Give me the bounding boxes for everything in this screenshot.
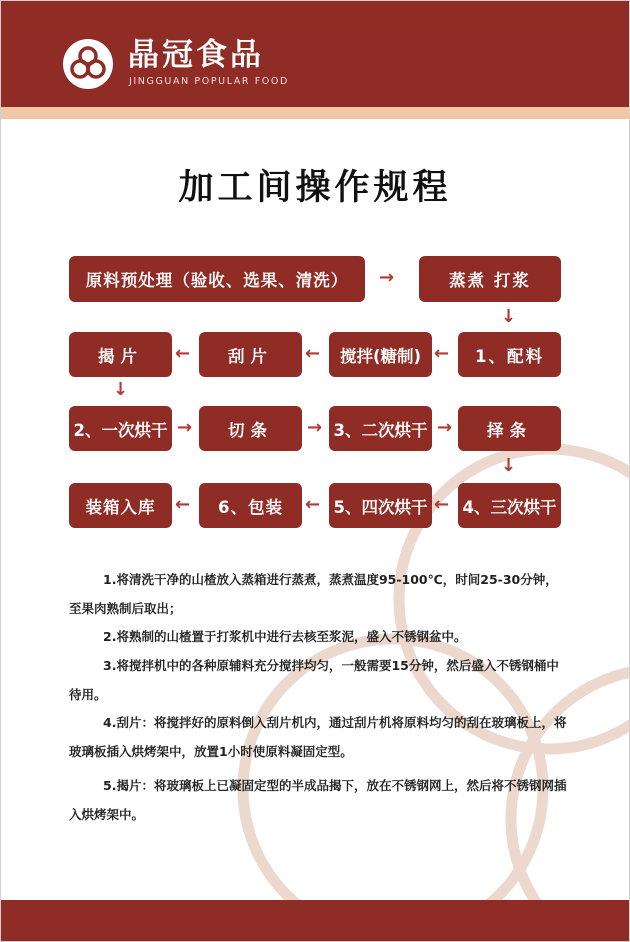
step-first-drying: 2、一次烘干 bbox=[69, 406, 172, 451]
arrow-left-icon: ← bbox=[305, 343, 321, 364]
step-peeling: 揭片 bbox=[69, 332, 172, 377]
arrow-left-icon: ← bbox=[434, 343, 450, 364]
page-title: 加工间操作规程 bbox=[178, 168, 452, 208]
step-second-drying: 3、二次烘干 bbox=[329, 406, 432, 451]
header-accent-band bbox=[1, 107, 629, 119]
step-sorting: 择条 bbox=[458, 406, 561, 451]
brand-english-name: JINGGUAN POPULAR FOOD bbox=[129, 76, 289, 87]
arrow-left-icon: ← bbox=[305, 494, 321, 515]
arrow-left-icon: ← bbox=[175, 343, 191, 364]
step-cutting: 切条 bbox=[199, 406, 302, 451]
arrow-down-icon: ↓ bbox=[113, 379, 129, 400]
brand-name: 晶冠食品 bbox=[128, 37, 264, 73]
arrow-right-icon: → bbox=[379, 267, 395, 288]
step-third-drying: 4、三次烘干 bbox=[458, 483, 561, 528]
three-ring-logo-icon bbox=[61, 37, 115, 91]
step-raw-material-pretreatment: 原料预处理（验收、选果、清洗） bbox=[69, 256, 365, 302]
step-steam-pulp: 蒸煮 打浆 bbox=[419, 256, 561, 302]
note-steaming: 1.将清洗干净的山楂放入蒸箱进行蒸煮，蒸煮温度95-100℃，时间25-30分钟，至果肉熟制后取出； bbox=[69, 572, 558, 616]
step-packaging: 6、包装 bbox=[199, 483, 302, 528]
step-mixing: 搅拌(糖制) bbox=[329, 332, 432, 377]
arrow-right-icon: → bbox=[177, 417, 193, 438]
arrow-right-icon: → bbox=[437, 417, 453, 438]
arrow-right-icon: → bbox=[307, 417, 323, 438]
note-peeling: 5.揭片：将玻璃板上已凝固定型的半成品揭下，放在不锈钢网上，然后将不锈钢网插入烘烤架中。 bbox=[69, 778, 567, 822]
step-fourth-drying: 5、四次烘干 bbox=[329, 483, 432, 528]
arrow-left-icon: ← bbox=[434, 494, 450, 515]
step-ingredients: 1、配料 bbox=[458, 332, 561, 377]
arrow-down-icon: ↓ bbox=[501, 306, 517, 327]
footer-bar bbox=[1, 900, 629, 941]
arrow-left-icon: ← bbox=[175, 494, 191, 515]
step-scraping: 刮片 bbox=[199, 332, 302, 377]
note-scraping: 4.刮片：将搅拌好的原料倒入刮片机内，通过刮片机将原料均匀的刮在玻璃板上，将玻璃板插入烘烤架中，放置1小时使原料凝固定型。 bbox=[69, 715, 567, 759]
note-mixing: 3.将搅拌机中的各种原辅料充分搅拌均匀，一般需要15分钟，然后盛入不锈钢桶中待用。 bbox=[69, 658, 559, 702]
arrow-down-icon: ↓ bbox=[501, 455, 517, 476]
note-pulping: 2.将熟制的山楂置于打浆机中进行去核至浆泥，盛入不锈钢盆中。 bbox=[103, 629, 467, 644]
step-boxing-warehousing: 装箱入库 bbox=[69, 483, 172, 528]
